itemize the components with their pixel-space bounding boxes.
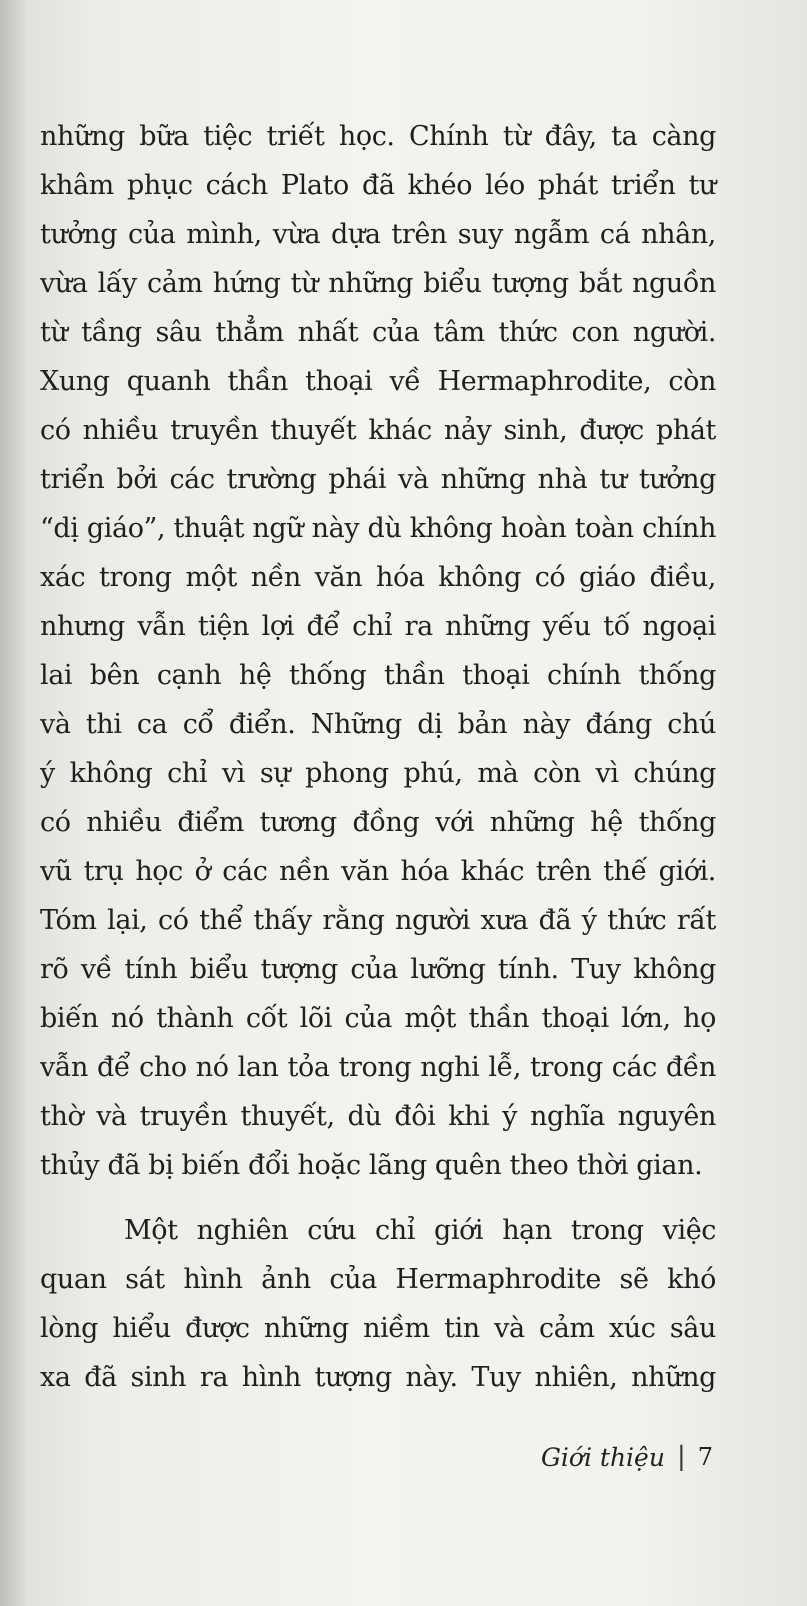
text-line: quan sát hình ảnh của Hermaphrodite sẽ khó: [40, 1264, 716, 1295]
text-line: xác trong một nền văn hóa không có giáo điều,: [40, 562, 716, 593]
text-line: rõ về tính biểu tượng của lưỡng tính. Tuy không: [40, 954, 716, 985]
paragraph-1: [40, 112, 716, 1190]
body-text: [40, 112, 716, 1402]
text-line: Xung quanh thần thoại về Hermaphrodite, còn: [40, 366, 716, 397]
text-line: và thi ca cổ điển. Những dị bản này đáng chú: [40, 709, 716, 740]
text-line: có nhiều truyền thuyết khác nảy sinh, được phát: [40, 415, 716, 446]
page-gutter-shadow: [0, 0, 28, 1606]
text-line: những bữa tiệc triết học. Chính từ đây, ta càng: [40, 121, 716, 152]
running-section-title: Giới thiệu: [540, 1442, 665, 1472]
text-line: “dị giáo”, thuật ngữ này dù không hoàn toàn chính: [40, 513, 716, 544]
text-line: lòng hiểu được những niềm tin và cảm xúc sâu: [40, 1313, 716, 1344]
page-number: 7: [697, 1443, 713, 1471]
text-line: khâm phục cách Plato đã khéo léo phát triển tư: [40, 170, 716, 201]
text-line: ý không chỉ vì sự phong phú, mà còn vì chúng: [40, 758, 716, 789]
footer-separator: |: [676, 1442, 686, 1472]
text-line: vũ trụ học ở các nền văn hóa khác trên thế giới.: [40, 856, 716, 887]
text-line: vừa lấy cảm hứng từ những biểu tượng bắt nguồn: [40, 268, 716, 299]
text-line: vẫn để cho nó lan tỏa trong nghi lễ, trong các đền: [40, 1052, 716, 1083]
paragraph-gap: [40, 1190, 716, 1206]
text-line: lai bên cạnh hệ thống thần thoại chính thống: [40, 660, 716, 691]
text-line: Tóm lại, có thể thấy rằng người xưa đã ý thức rất: [40, 905, 716, 936]
text-line: từ tầng sâu thẳm nhất của tâm thức con người.: [40, 317, 716, 348]
text-line: thủy đã bị biến đổi hoặc lãng quên theo thời gian.: [40, 1150, 703, 1181]
paragraph-2: [40, 1206, 716, 1402]
page-footer: [541, 1442, 713, 1472]
text-line: thờ và truyền thuyết, dù đôi khi ý nghĩa nguyên: [40, 1101, 716, 1132]
text-line: xa đã sinh ra hình tượng này. Tuy nhiên, những: [40, 1362, 716, 1393]
text-line: có nhiều điểm tương đồng với những hệ thống: [40, 807, 716, 838]
text-line: tưởng của mình, vừa dựa trên suy ngẫm cá nhân,: [40, 219, 716, 250]
text-line: Một nghiên cứu chỉ giới hạn trong việc: [124, 1215, 716, 1246]
text-line: biến nó thành cốt lõi của một thần thoại lớn, họ: [40, 1003, 716, 1034]
text-line: triển bởi các trường phái và những nhà tư tưởng: [40, 464, 716, 495]
text-line: nhưng vẫn tiện lợi để chỉ ra những yếu tố ngoại: [40, 611, 716, 642]
